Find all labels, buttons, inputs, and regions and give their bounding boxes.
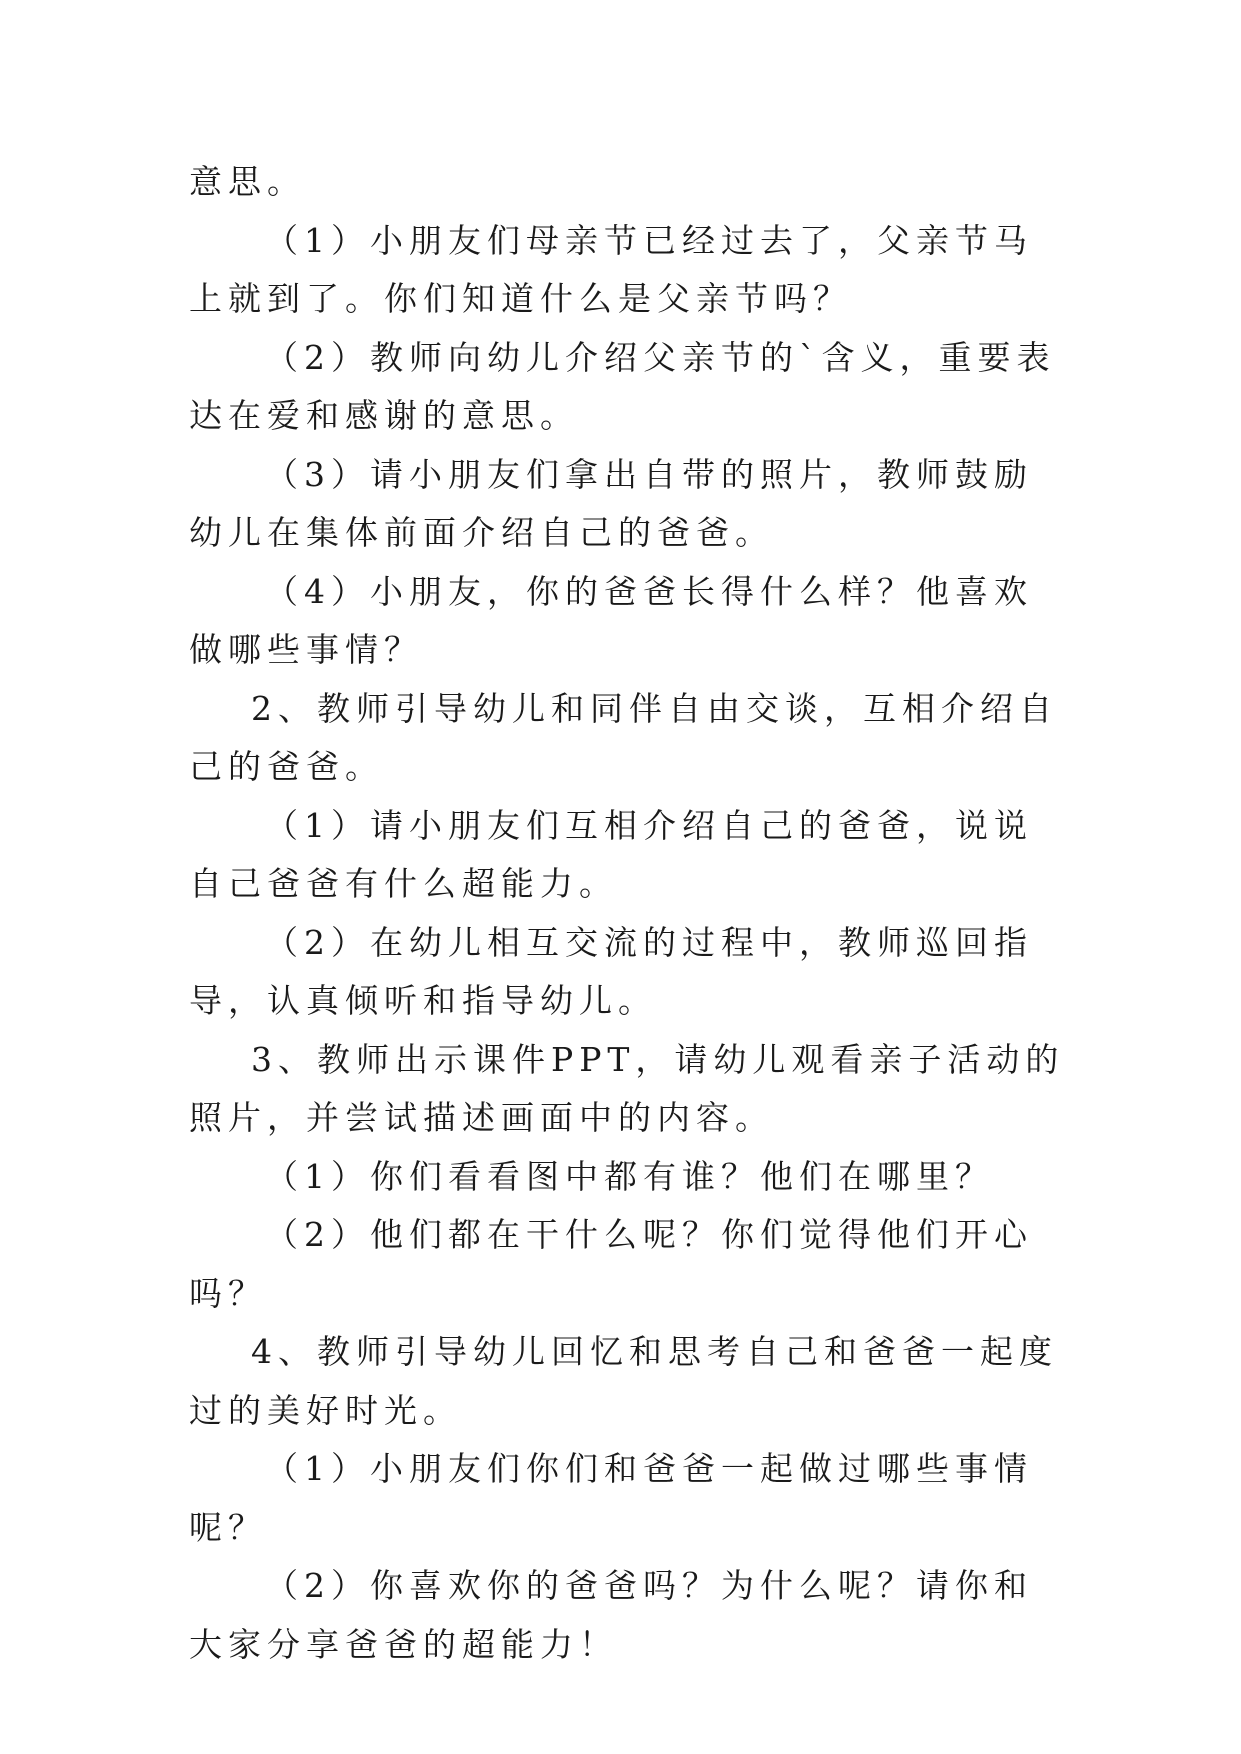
paragraph: （2）你喜欢你的爸爸吗？为什么呢？请你和大家分享爸爸的超能力！ [189,1566,1033,1664]
paragraph: （1）小朋友们母亲节已经过去了，父亲节马上就到了。你们知道什么是父亲节吗？ [189,220,1033,318]
document-body [189,153,1069,1674]
paragraph: 4、教师引导幼儿回忆和思考自己和爸爸一起度过的美好时光。 [189,1332,1058,1430]
paragraph: 3、教师出示课件PPT，请幼儿观看亲子活动的照片，并尝试描述画面中的内容。 [189,1039,1065,1137]
paragraph: 意思。 [189,162,306,201]
paragraph: 2、教师引导幼儿和同伴自由交谈，互相介绍自己的爸爸。 [189,688,1058,786]
paragraph: （2）他们都在干什么呢？你们觉得他们开心吗？ [189,1215,1033,1313]
paragraph: （1）小朋友们你们和爸爸一起做过哪些事情呢？ [189,1449,1033,1547]
paragraph: （4）小朋友，你的爸爸长得什么样？他喜欢做哪些事情？ [189,571,1033,669]
paragraph: （2）教师向幼儿介绍父亲节的`含义，重要表达在爱和感谢的意思。 [189,337,1056,435]
paragraph: （2）在幼儿相互交流的过程中，教师巡回指导，认真倾听和指导幼儿。 [189,922,1033,1020]
paragraph: （1）请小朋友们互相介绍自己的爸爸，说说自己爸爸有什么超能力。 [189,805,1033,903]
paragraph: （1）你们看看图中都有谁？他们在哪里？ [265,1156,994,1196]
paragraph: （3）请小朋友们拿出自带的照片，教师鼓励幼儿在集体前面介绍自己的爸爸。 [189,454,1033,552]
